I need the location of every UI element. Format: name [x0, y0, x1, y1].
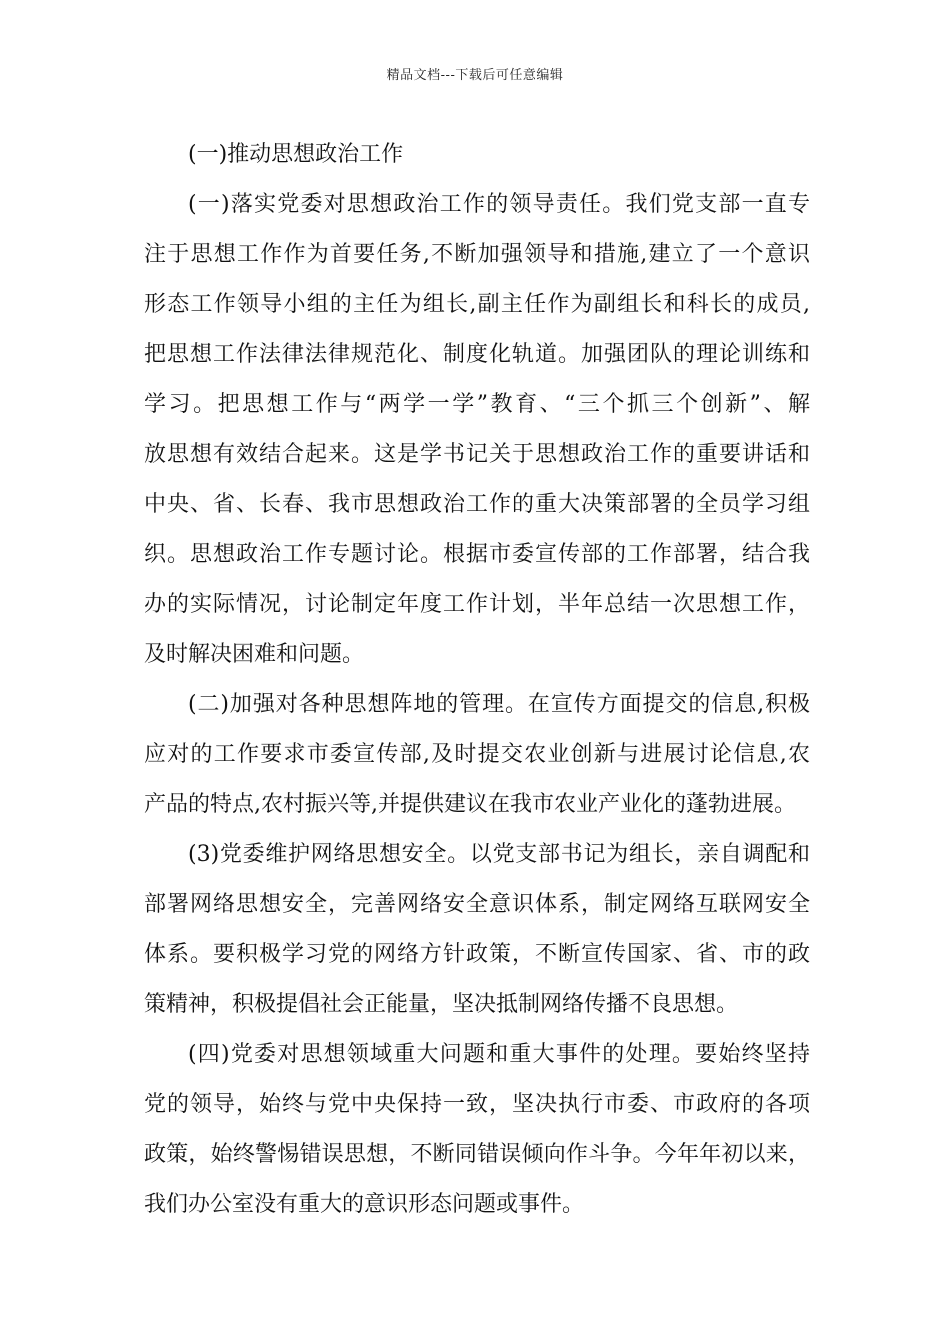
text-line: 应对的工作要求市委宣传部,及时提交农业创新与进展讨论信息,农	[144, 742, 810, 767]
text-line: 形态工作领导小组的主任为组长,副主任作为副组长和科长的成员,	[144, 292, 810, 317]
text-line: 我们办公室没有重大的意识形态问题或事件。	[144, 1192, 585, 1217]
text-line: 策精神，积极提倡社会正能量，坚决抵制网络传播不良思想。	[144, 992, 739, 1017]
page-header: 精品文档---下载后可任意编辑	[386, 68, 564, 83]
paragraph-1	[144, 180, 810, 680]
text-line: 办的实际情况，讨论制定年度工作计划，半年总结一次思想工作，	[144, 592, 810, 617]
section-title: (一)推动思想政治工作	[188, 142, 404, 167]
paragraph-2	[144, 680, 810, 830]
text-line: 放思想有效结合起来。这是学书记关于思想政治工作的重要讲话和	[144, 442, 810, 467]
paragraph-4	[144, 1030, 810, 1230]
text-line: (3)党委维护网络思想安全。以党支部书记为组长，亲自调配和	[188, 842, 810, 867]
text-line: 体系。要积极学习党的网络方针政策，不断宣传国家、省、市的政	[144, 942, 810, 967]
text-line: 党的领导，始终与党中央保持一致，坚决执行市委、市政府的各项	[144, 1092, 810, 1117]
text-line: 政策，始终警惕错误思想，不断同错误倾向作斗争。今年年初以来，	[144, 1142, 810, 1167]
paragraph-3	[144, 830, 810, 1030]
document-body	[144, 130, 810, 1230]
text-line: 部署网络思想安全，完善网络安全意识体系，制定网络互联网安全	[144, 892, 810, 917]
text-line: 注于思想工作作为首要任务,不断加强领导和措施,建立了一个意识	[144, 242, 810, 267]
text-line: (四)党委对思想领域重大问题和重大事件的处理。要始终坚持	[188, 1042, 810, 1067]
text-line: 学习。把思想工作与“两学一学”教育、“三个抓三个创新”、解	[144, 392, 810, 417]
text-line: 织。思想政治工作专题讨论。根据市委宣传部的工作部署，结合我	[144, 542, 810, 567]
text-line: 把思想工作法律法律规范化、制度化轨道。加强团队的理论训练和	[144, 342, 810, 367]
text-line: (二)加强对各种思想阵地的管理。在宣传方面提交的信息,积极	[188, 692, 810, 717]
text-line: (一)落实党委对思想政治工作的领导责任。我们党支部一直专	[188, 192, 810, 217]
text-line: 及时解决困难和问题。	[144, 642, 365, 667]
text-line: 中央、省、长春、我市思想政治工作的重大决策部署的全员学习组	[144, 492, 810, 517]
text-line: 产品的特点,农村振兴等,并提供建议在我市农业产业化的蓬勃进展。	[144, 792, 796, 817]
